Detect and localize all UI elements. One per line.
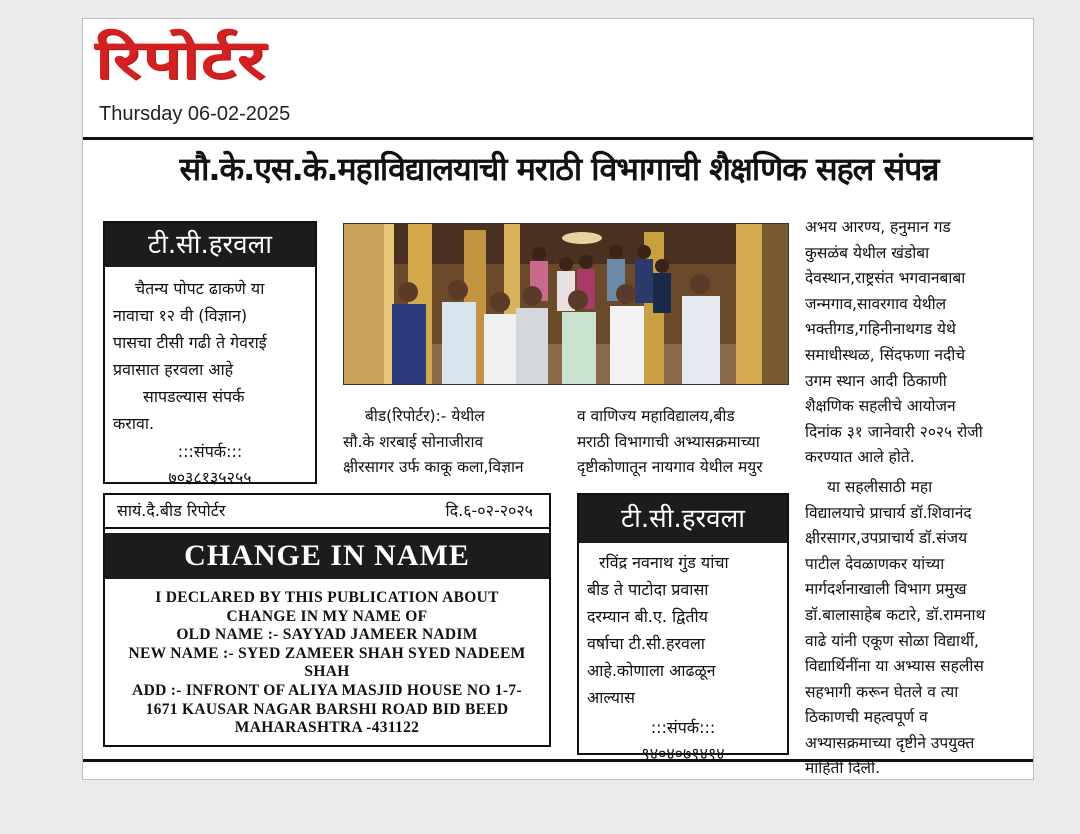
notice-line: सापडल्यास संपर्क bbox=[143, 387, 245, 406]
article-line: मराठी विभागाची अभ्यासक्रमाच्या bbox=[577, 432, 760, 451]
article-line: सौ.के शरबाई सोनाजीराव bbox=[343, 432, 484, 451]
notice-line: नावाचा १२ वी (विज्ञान) bbox=[113, 306, 248, 325]
article-line: देवस्थान,राष्ट्रसंत भगवानबाबा bbox=[805, 269, 966, 288]
article-line: या सहलीसाठी महा bbox=[827, 477, 933, 496]
notice-line: दरम्यान बी.ए. द्वितीय bbox=[587, 607, 708, 626]
notice-title: टी.सी.हरवला bbox=[579, 495, 787, 543]
article-line: समाधीस्थळ, सिंदफणा नदीचे bbox=[805, 345, 966, 364]
notice-line: आहे.कोणाला आढळून bbox=[587, 661, 716, 680]
notice-line: चैतन्य पोपट ढाकणे या bbox=[135, 279, 265, 298]
lost-tc-notice-left bbox=[103, 221, 317, 487]
change-in-name-notice bbox=[103, 493, 551, 747]
new-name-line: NEW NAME :- SYED ZAMEER SHAH SYED NADEEM bbox=[128, 644, 526, 662]
declaration-line: I DECLARED BY THIS PUBLICATION ABOUT bbox=[155, 589, 499, 606]
notice-contact-label: :::संपर्क::: bbox=[177, 442, 243, 461]
article-line: क्षीरसागर,उपप्राचार्य डॉ.संजय bbox=[805, 529, 968, 548]
article-line: बीड(रिपोर्टर):- येथील bbox=[365, 407, 485, 425]
article-line: ठिकाणची महत्वपूर्ण व bbox=[805, 708, 928, 727]
declaration-line: CHANGE IN MY NAME OF bbox=[226, 607, 428, 625]
new-name-line: SHAH bbox=[304, 663, 350, 681]
article-line: व वाणिज्य महाविद्यालय,बीड bbox=[577, 407, 735, 425]
address-line: MAHARASHTRA -431122 bbox=[234, 719, 420, 737]
article-line: माहिती दिली. bbox=[805, 759, 881, 778]
notice-line: पासचा टीसी गढी ते गेवराई bbox=[113, 333, 267, 352]
group-photo bbox=[343, 223, 789, 385]
change-in-name-banner bbox=[105, 533, 549, 579]
masthead-logo: रिपोर्टर bbox=[95, 28, 267, 91]
article-line: क्षीरसागर उर्फ काकू कला,विज्ञान bbox=[343, 458, 524, 477]
address-line: ADD :- INFRONT OF ALIYA MASJID HOUSE NO 1-7- bbox=[132, 681, 522, 699]
article-line: वाढे यांनी एकूण सोळा विद्यार्थी, bbox=[805, 631, 979, 650]
notice-contact-label: :::संपर्क::: bbox=[650, 718, 716, 737]
notice-line: रविंद्र नवनाथ गुंड यांचा bbox=[599, 553, 729, 572]
notice-contact-number: ७०३८१३५२५५ bbox=[168, 468, 252, 487]
article-line: कुसळंब येथील खंडोबा bbox=[805, 243, 930, 262]
article-line: भक्तीगड,गहिनीनाथगड येथे bbox=[805, 320, 956, 339]
article-line: करण्यात आले होते. bbox=[805, 448, 915, 467]
notice-line: आल्यास bbox=[587, 688, 635, 707]
notice-contact-number: ९४०४०७१४१४ bbox=[641, 744, 725, 763]
bottom-divider bbox=[83, 759, 1034, 762]
article-line: दिनांक ३१ जानेवारी २०२५ रोजी bbox=[805, 422, 983, 441]
notice-line: बीड ते पाटोदा प्रवासा bbox=[587, 580, 709, 599]
old-name-line: OLD NAME :- SAYYAD JAMEER NADIM bbox=[176, 626, 478, 644]
article-column-1 bbox=[343, 404, 547, 481]
notice-header-row bbox=[105, 495, 549, 529]
masthead-divider bbox=[83, 137, 1034, 140]
article-line: पाटील देवळाणकर यांच्या bbox=[805, 554, 945, 573]
group-photo-image bbox=[344, 224, 789, 385]
notice-line: करावा. bbox=[113, 414, 155, 433]
notice-body bbox=[105, 267, 315, 437]
article-line: जन्मगाव,सावरगाव येथील bbox=[805, 294, 947, 313]
article-line: अभय आरण्य, हनुमान गड bbox=[805, 218, 951, 236]
newspaper-label: सायं.दै.बीड रिपोर्टर bbox=[117, 501, 226, 520]
publication-date: Thursday 06-02-2025 bbox=[99, 103, 291, 125]
notice-line: वर्षाचा टी.सी.हरवला bbox=[587, 634, 705, 653]
change-in-name-body bbox=[105, 579, 549, 738]
article-line: उगम स्थान आदी ठिकाणी bbox=[805, 371, 947, 390]
article-line: सहभागी करून घेतले व त्या bbox=[805, 682, 959, 701]
change-in-name-title: CHANGE IN NAME bbox=[184, 539, 470, 572]
article-line: डॉ.बालासाहेब कटारे, डॉ.रामनाथ bbox=[805, 605, 986, 624]
article-line: शैक्षणिक सहलीचे आयोजन bbox=[805, 397, 956, 416]
article-line: दृष्टीकोणातून नायगाव येथील मयुर bbox=[577, 458, 763, 477]
notice-date: दि.६-०२-२०२५ bbox=[445, 501, 533, 520]
address-line: 1671 KAUSAR NAGAR BARSHI ROAD BID BEED bbox=[145, 700, 509, 718]
article-line: विद्यालयाचे प्राचार्य डॉ.शिवानंद bbox=[805, 503, 972, 522]
headline: सौ.के.एस.के.महाविद्यालयाची मराठी विभागाची शैक्षणिक सहल संपन्न bbox=[179, 150, 939, 188]
notice-line: प्रवासात हरवला आहे bbox=[113, 360, 234, 379]
article-line: अभ्यासक्रमाच्या दृष्टीने उपयुक्त bbox=[805, 733, 975, 752]
lost-tc-notice-right bbox=[577, 493, 789, 763]
article-line: विद्यार्थिनींना या अभ्यास सहलीस bbox=[805, 657, 984, 676]
newspaper-clipping bbox=[82, 18, 1034, 780]
article-line: मार्गदर्शनाखाली विभाग प्रमुख bbox=[805, 580, 967, 599]
article-column-3 bbox=[805, 215, 1027, 780]
article-column-2 bbox=[577, 404, 789, 481]
notice-body bbox=[579, 543, 787, 711]
notice-title: टी.सी.हरवला bbox=[105, 223, 315, 267]
